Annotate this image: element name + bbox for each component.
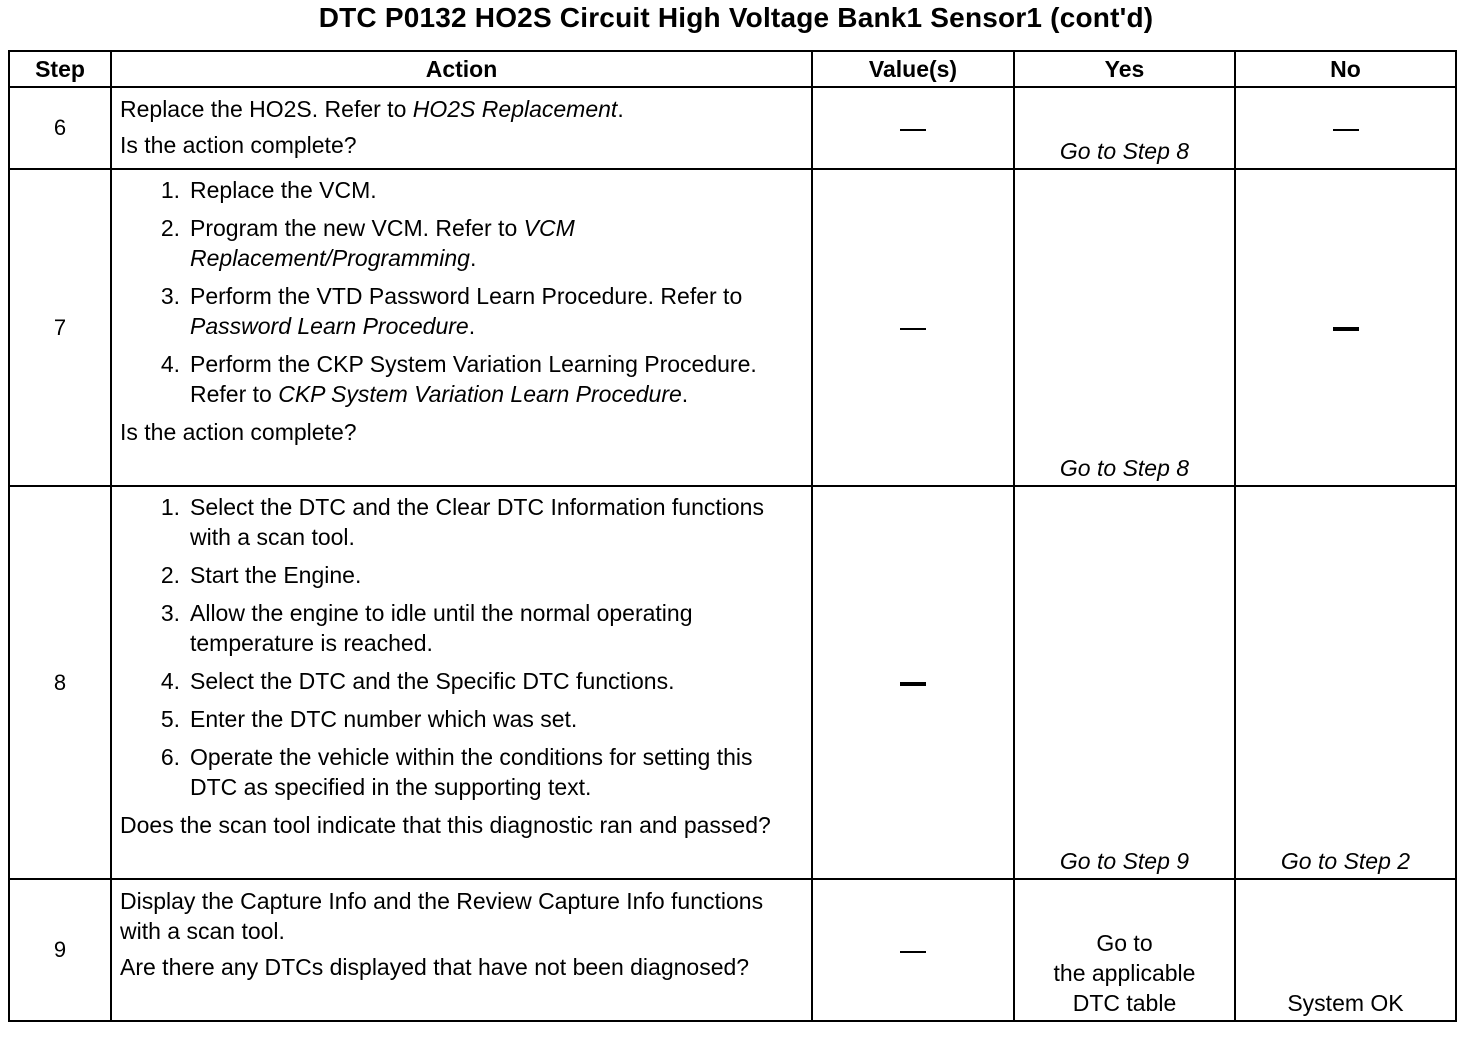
page-title: DTC P0132 HO2S Circuit High Voltage Bank1 Sensor1 (cont'd) <box>318 2 1154 33</box>
value-cell <box>812 879 1014 1021</box>
dash-mark <box>900 328 926 330</box>
list-item: 1. Replace the VCM. <box>160 177 377 203</box>
dash-mark <box>900 951 926 953</box>
procedure-list <box>120 175 805 409</box>
list-item: 3. Perform the VTD Password Learn Procedure. Refer to Password Learn Procedure. <box>160 283 743 339</box>
diagnostic-table <box>8 50 1457 1022</box>
yes-cell: Go to Step 8 <box>1014 87 1235 169</box>
no-cell <box>1235 169 1456 486</box>
reference-link: CKP System Variation Learn Procedure <box>278 381 682 407</box>
header-yes: Yes <box>1014 51 1235 87</box>
list-item: 3. Allow the engine to idle until the normal operating temperature is reached. <box>160 600 693 656</box>
procedure-list <box>120 492 805 802</box>
value-cell <box>812 486 1014 879</box>
action-text: Replace the HO2S. Refer to HO2S Replacement. <box>120 96 624 122</box>
dash-mark <box>1333 327 1359 331</box>
table-row <box>9 879 1456 1021</box>
header-no: No <box>1235 51 1456 87</box>
action-cell <box>111 879 812 1021</box>
list-item: 2. Program the new VCM. Refer to VCM Replacement/Programming. <box>160 215 575 271</box>
dash-mark <box>900 682 926 686</box>
action-cell <box>111 486 812 879</box>
value-cell <box>812 169 1014 486</box>
yes-cell: Go to Step 9 <box>1014 486 1235 879</box>
yes-cell: Go to Step 8 <box>1014 169 1235 486</box>
no-cell: Go to Step 2 <box>1235 486 1456 879</box>
action-cell <box>111 87 812 169</box>
step-number: 6 <box>9 87 111 169</box>
no-cell <box>1235 87 1456 169</box>
action-question: Does the scan tool indicate that this diagnostic ran and passed? <box>120 812 771 838</box>
action-question: Are there any DTCs displayed that have not been diagnosed? <box>120 954 750 980</box>
reference-link: Password Learn Procedure <box>190 313 469 339</box>
dash-mark <box>1333 129 1359 131</box>
action-cell <box>111 169 812 486</box>
list-item: 4. Perform the CKP System Variation Learning Procedure. Refer to CKP System Variation Learn Procedure. <box>160 351 757 407</box>
dash-mark <box>900 129 926 131</box>
no-cell: System OK <box>1235 879 1456 1021</box>
header-action: Action <box>111 51 812 87</box>
table-row <box>9 87 1456 169</box>
list-item: 2. Start the Engine. <box>160 562 362 588</box>
step-number: 8 <box>9 486 111 879</box>
action-question: Is the action complete? <box>120 132 357 158</box>
list-item: 5. Enter the DTC number which was set. <box>160 706 578 732</box>
reference-link: HO2S Replacement <box>412 96 618 122</box>
action-text: Display the Capture Info and the Review Capture Info functions with a scan tool. <box>120 888 764 944</box>
header-values: Value(s) <box>812 51 1014 87</box>
table-header-row <box>9 51 1456 87</box>
list-item: 4. Select the DTC and the Specific DTC functions. <box>160 668 675 694</box>
list-item: 6. Operate the vehicle within the conditions for setting this DTC as specified in the supporting text. <box>160 744 753 800</box>
yes-cell: Go to the applicable DTC table <box>1014 879 1235 1021</box>
list-item: 1. Select the DTC and the Clear DTC Information functions with a scan tool. <box>160 494 764 550</box>
step-number: 9 <box>9 879 111 1021</box>
action-question: Is the action complete? <box>120 419 357 445</box>
reference-link: VCM Replacement/Programming <box>190 215 575 271</box>
value-cell <box>812 87 1014 169</box>
table-row <box>9 169 1456 486</box>
step-number: 7 <box>9 169 111 486</box>
table-row <box>9 486 1456 879</box>
header-step: Step <box>9 51 111 87</box>
